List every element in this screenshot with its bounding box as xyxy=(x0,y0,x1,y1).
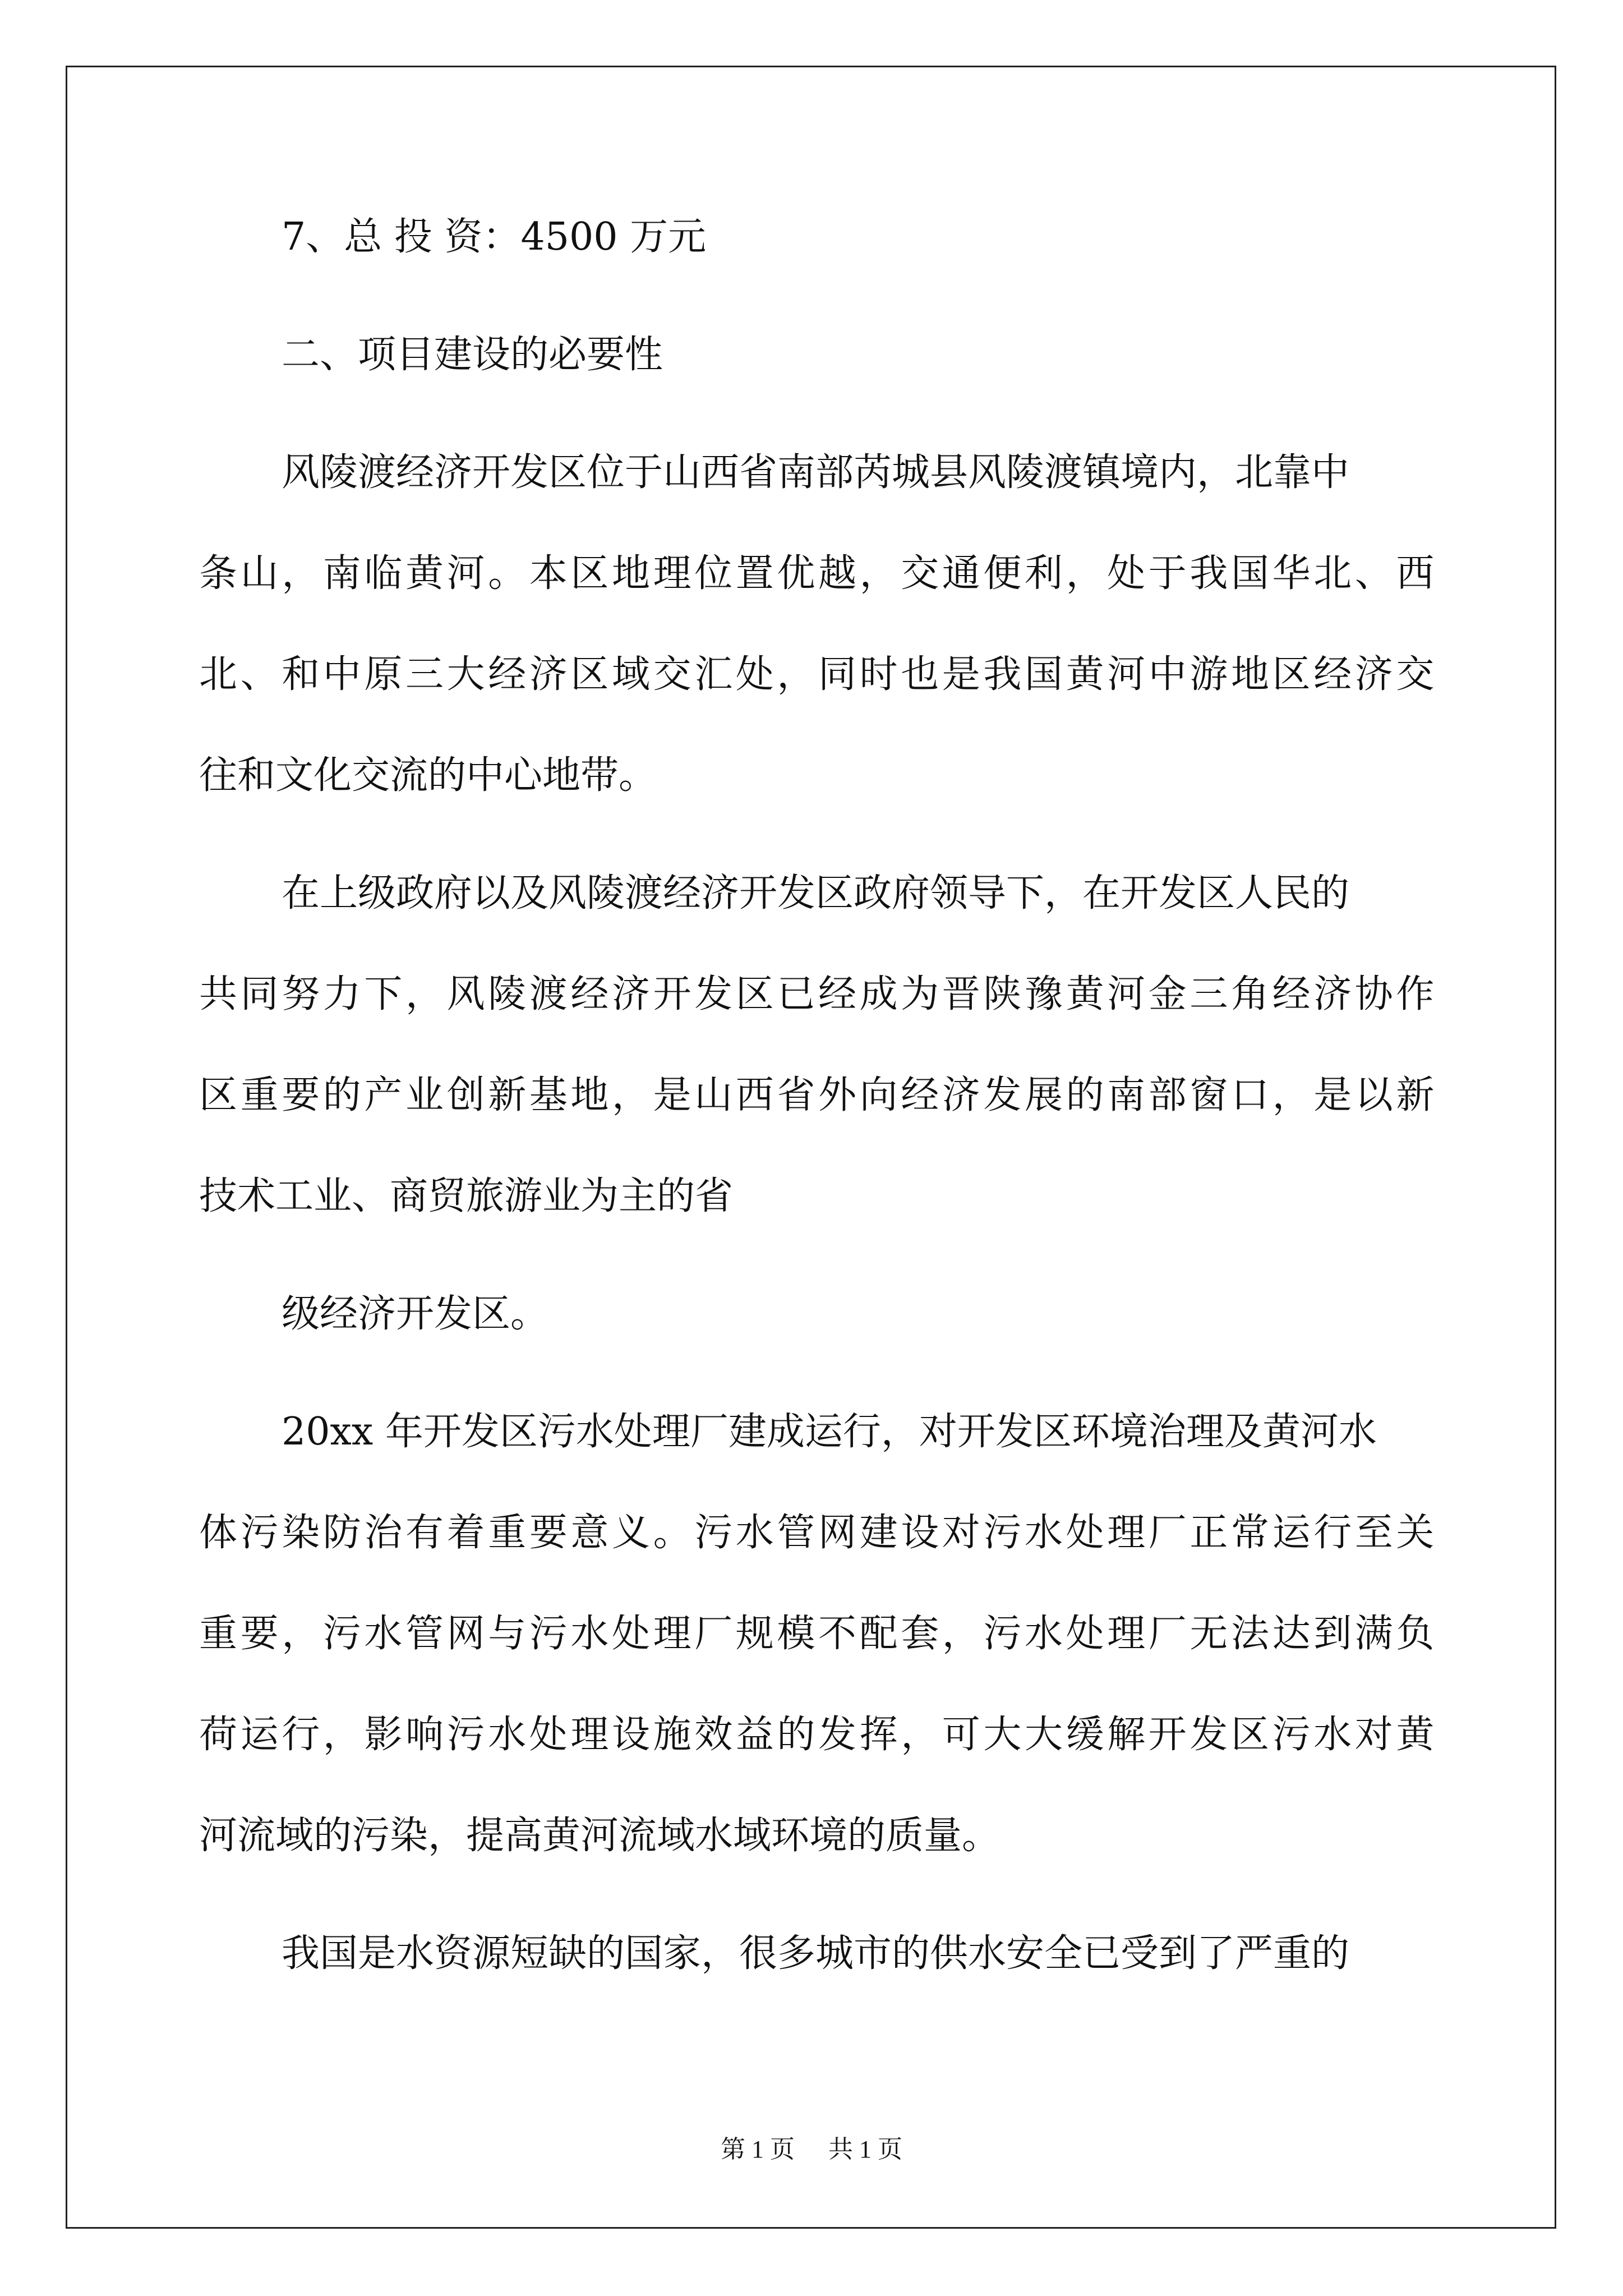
paragraph-line: 技术工业、商贸旅游业为主的省 xyxy=(199,1174,734,1218)
paragraph-line: 区重要的产业创新基地，是山西省外向经济发展的南部窗口，是以新 xyxy=(199,1073,1438,1117)
page-border xyxy=(66,66,1556,2229)
paragraph-line: 20xx 年开发区污水处理厂建成运行，对开发区环境治理及黄河水 xyxy=(282,1410,1377,1454)
paragraph-line: 风陵渡经济开发区位于山西省南部芮城县风陵渡镇境内，北靠中 xyxy=(282,450,1350,495)
section-heading-necessity: 二、项目建设的必要性 xyxy=(282,333,663,377)
paragraph-line: 荷运行，影响污水处理设施效益的发挥，可大大缓解开发区污水对黄 xyxy=(199,1713,1438,1757)
paragraph-line: 体污染防治有着重要意义。污水管网建设对污水处理厂正常运行至关 xyxy=(199,1511,1438,1555)
page-number-current: 第 1 页 xyxy=(721,2136,795,2163)
page-footer xyxy=(0,2134,1623,2165)
paragraph-line: 往和文化交流的中心地带。 xyxy=(199,753,657,798)
paragraph-line: 河流域的污染，提高黄河流域水域环境的质量。 xyxy=(199,1814,1000,1858)
paragraph-line: 我国是水资源短缺的国家，很多城市的供水安全已受到了严重的 xyxy=(282,1931,1350,1976)
page-number-total: 共 1 页 xyxy=(828,2136,902,2163)
paragraph-line: 条山，南临黄河。本区地理位置优越，交通便利，处于我国华北、西 xyxy=(199,551,1438,596)
paragraph-line: 北、和中原三大经济区域交汇处，同时也是我国黄河中游地区经济交 xyxy=(199,652,1438,697)
paragraph-line: 重要，污水管网与污水处理厂规模不配套，污水处理厂无法达到满负 xyxy=(199,1612,1438,1656)
text-line-total-investment: 7、总 投 资：4500 万元 xyxy=(282,215,707,259)
paragraph-line: 级经济开发区。 xyxy=(282,1292,549,1336)
paragraph-line: 共同努力下，风陵渡经济开发区已经成为晋陕豫黄河金三角经济协作 xyxy=(199,972,1438,1016)
paragraph-line: 在上级政府以及风陵渡经济开发区政府领导下，在开发区人民的 xyxy=(282,871,1350,915)
